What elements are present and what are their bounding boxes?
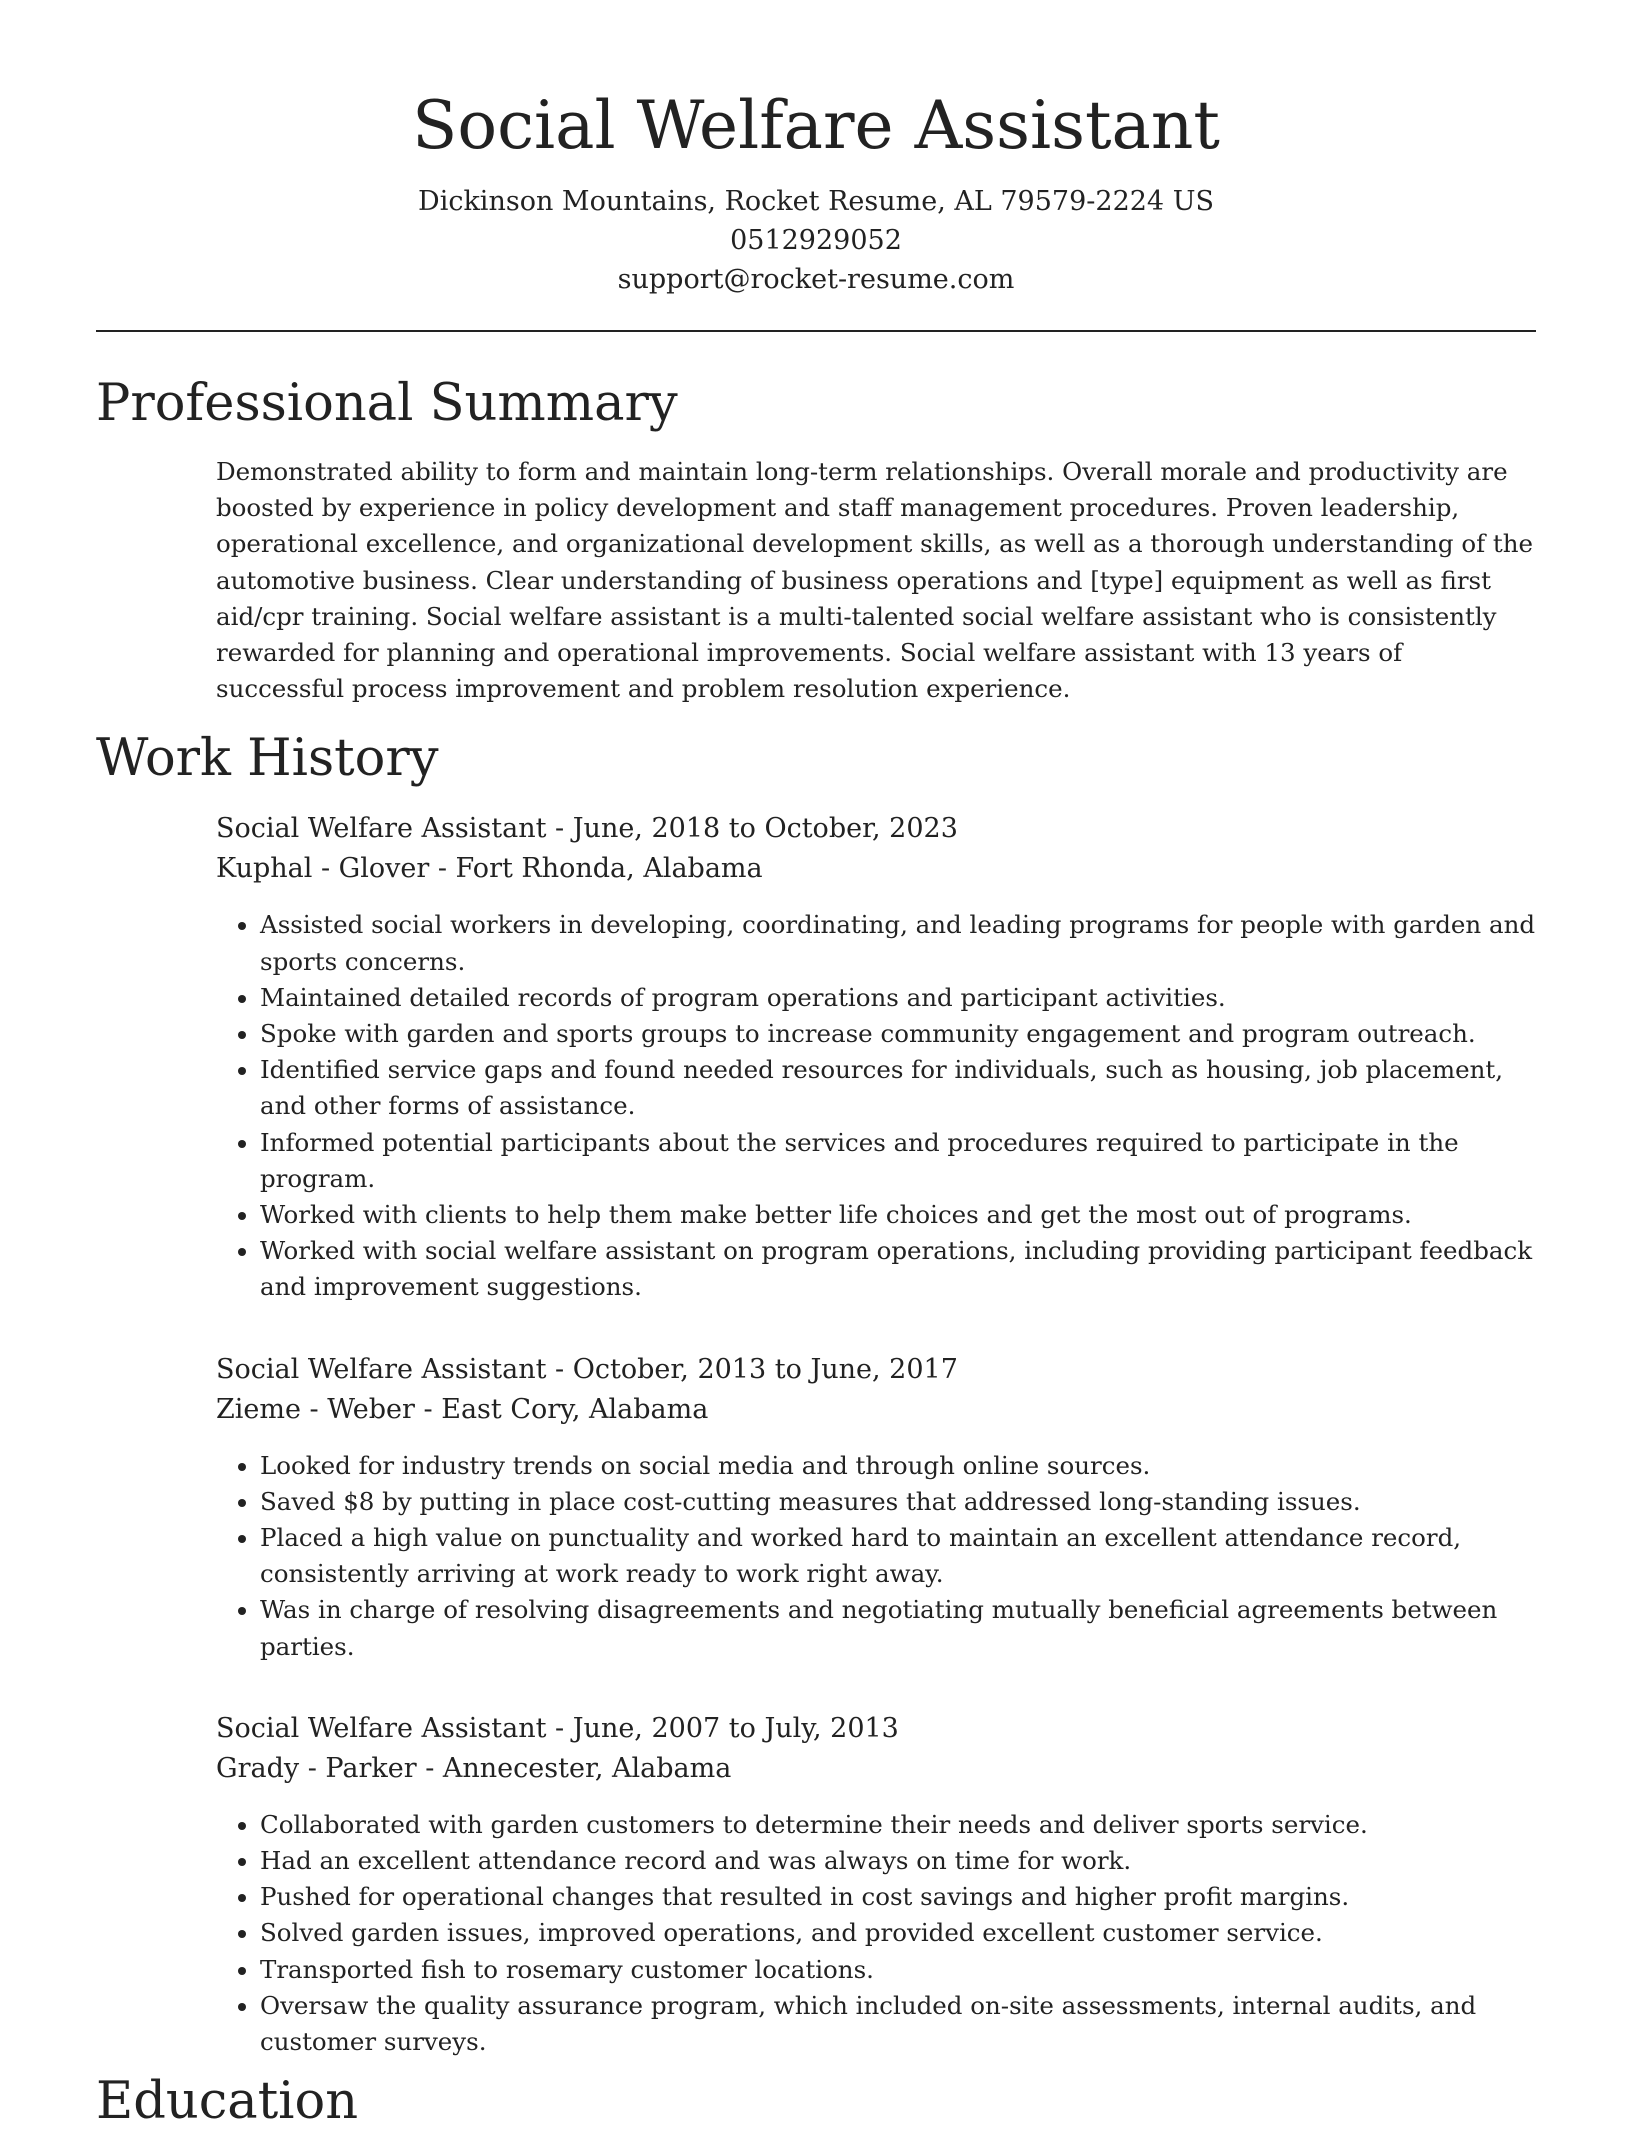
job-bullet: • Collaborated with garden customers to determine their needs and deliver sports service. [260,1807,1536,1843]
job-company: Zieme - Weber [216,1393,415,1425]
education-heading: Education [96,2072,359,2132]
job-bullets [216,907,1536,1305]
summary-section [96,372,1536,707]
job-bullet: • Had an excellent attendance record and was always on time for work. [260,1843,1536,1879]
resume-page [96,0,1536,2134]
job-company-line [216,849,1536,889]
candidate-name: Social Welfare Assistant [412,87,1220,164]
job-company: Kuphal - Glover [216,853,430,885]
job-bullets [216,1807,1536,2060]
resume-header [96,0,1536,299]
job-bullet: • Looked for industry trends on social media and through online sources. [260,1448,1536,1484]
job-bullet: • Transported fish to rosemary customer locations. [260,1952,1536,1988]
job-bullet: • Placed a high value on punctuality and worked hard to maintain an excellent attendance record, consistently arriving at work ready to work right away. [260,1520,1536,1592]
job-bullet: • Worked with social welfare assistant on program operations, including providing participant feedback and improvement suggestions. [260,1233,1536,1305]
work-history-heading: Work History [96,729,439,789]
job-company-line [216,1390,1536,1430]
contact-email: support@rocket-resume.com [617,264,1015,295]
job-bullet: • Maintained detailed records of program operations and participant activities. [260,980,1536,1016]
job-title-line [216,1350,1536,1390]
job-bullet: • Identified service gaps and found needed resources for individuals, such as housing, job placement, and other forms of assistance. [260,1052,1536,1124]
job-title-line [216,809,1536,849]
job-title: Social Welfare Assistant [216,813,547,845]
job-bullet: • Informed potential participants about the services and procedures required to participate in the program. [260,1125,1536,1197]
job-dates: - October, 2013 to June, 2017 [546,1353,958,1385]
job-bullet: • Pushed for operational changes that resulted in cost savings and higher profit margins. [260,1879,1536,1915]
header-divider [96,330,1536,332]
job-dates: - June, 2018 to October, 2023 [546,813,958,845]
job-company-line [216,1749,1536,1789]
work-history-section [96,727,1536,2060]
job-title: Social Welfare Assistant [216,1353,547,1385]
job-location: - Annecester, Alabama [416,1752,732,1784]
contact-block [96,182,1536,299]
job-bullet: • Saved $8 by putting in place cost-cutting measures that addressed long-standing issues. [260,1484,1536,1520]
summary-heading: Professional Summary [96,374,678,433]
job-title: Social Welfare Assistant [216,1712,547,1744]
job-company: Grady - Parker [216,1752,417,1784]
job-bullet: • Assisted social workers in developing, coordinating, and leading programs for people with garden and sports concerns. [260,907,1536,979]
job-dates: - June, 2007 to July, 2013 [546,1712,899,1744]
job-bullet: • Solved garden issues, improved operations, and provided excellent customer service. [260,1915,1536,1951]
job-location: - Fort Rhonda, Alabama [429,853,763,885]
job-location: - East Cory, Alabama [414,1393,709,1425]
job-entry [216,1350,1536,1665]
job-bullet: • Spoke with garden and sports groups to increase community engagement and program outreach. [260,1016,1536,1052]
summary-text: Demonstrated ability to form and maintain long-term relationships. Overall morale and productivity are boosted by experience in policy development and staff management procedures. Proven leadership, operational excellence, and organizational development skills, as well as a thorough understanding of the automotive business. Clear understanding of business operations and [type] equipment as well as first aid/cpr training. Social welfare assistant is a multi-talented social welfare assistant who is consistently rewarded for planning and operational improvements. Social welfare assistant with 13 years of successful process improvement and problem resolution experience. [216,457,1534,704]
job-bullet: • Oversaw the quality assurance program, which included on-site assessments, internal audits, and customer surveys. [260,1988,1536,2060]
job-bullets [216,1448,1536,1665]
job-entry [216,809,1536,1305]
contact-phone: 0512929052 [730,225,902,256]
job-entry [216,1709,1536,2060]
contact-address: Dickinson Mountains, Rocket Resume, AL 79579-2224 US [418,186,1214,217]
job-bullet: • Was in charge of resolving disagreements and negotiating mutually beneficial agreements between parties. [260,1592,1536,1664]
education-section [96,2070,1536,2134]
job-bullet: • Worked with clients to help them make better life choices and get the most out of programs. [260,1197,1536,1233]
job-title-line [216,1709,1536,1749]
